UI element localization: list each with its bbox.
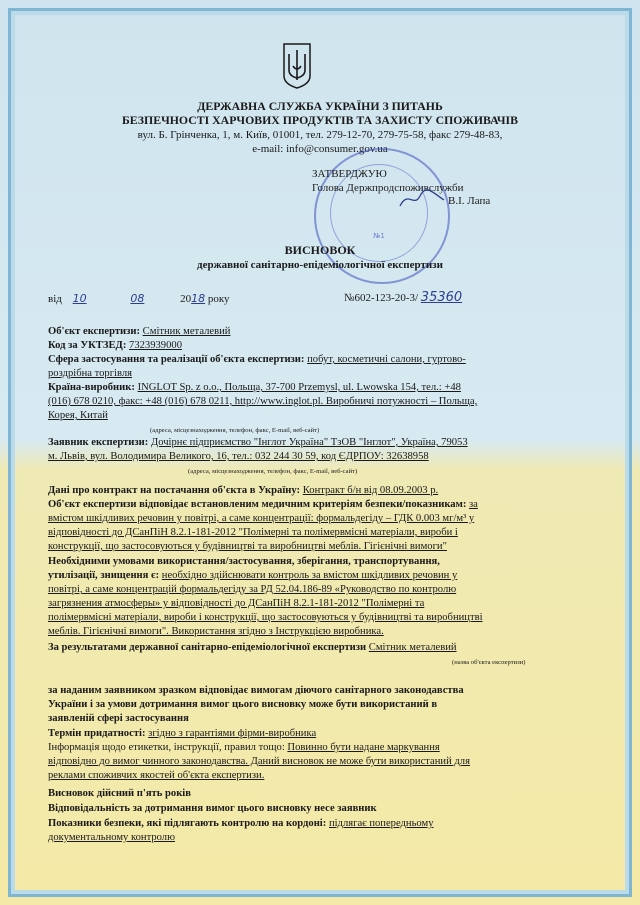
border-control-row-2: документальному контролю: [48, 832, 175, 843]
header-line-2: БЕЗПЕЧНОСТІ ХАРЧОВИХ ПРОДУКТІВ ТА ЗАХИСТУ СПОЖИВАЧІВ: [122, 113, 518, 127]
info-row-3: реклами споживчих якостей об'єкта експертизи.: [48, 770, 265, 781]
applicant-row: Заявник експертизи: Дочірнє підприємство "Інглот Україна" ТзОВ "Інглот", Україна, 79053: [48, 437, 468, 448]
result-row: За результатами державної санітарно-епідеміологічної експертизи Смітник металевий: [48, 642, 457, 653]
conditions-row-4: загрязнения атмосферы» у відповідності до ДСанПіН 8.2.1-181-2012 "Полімерні та: [48, 598, 425, 609]
date-year-suffix: 18: [191, 292, 206, 305]
header-address: вул. Б. Грінченка, 1, м. Київ, 01001, тел. 279-12-70, 279-75-58, факс 279-48-83,: [137, 129, 503, 141]
conditions-row-3: повітрі, а саме концентрацій формальдегіду за РД 52.04.186-89 «Руководство по контролю: [48, 584, 457, 595]
producer-caption: (адреса, місцезнаходження, телефон, факс, E-mail, веб-сайт): [150, 427, 320, 434]
code-value: 7323939000: [129, 340, 182, 351]
trident-emblem-icon: [282, 42, 312, 90]
criteria-row: Об'єкт експертизи відповідає встановленим медичним критеріям безпеки/показникам: за: [48, 499, 478, 510]
stamp-number: №1: [373, 232, 385, 240]
result-row-2: за наданим заявником зразком відповідає вимогам діючого санітарного законодавства: [48, 685, 464, 696]
object-value: Смітник металевий: [142, 326, 231, 337]
doc-number-prefix: №602-123-20-3/: [344, 292, 419, 304]
date-day: 10: [72, 292, 87, 305]
conditions-row-2: утилізації, знищення є: необхідно здійснювати контроль за вмістом шкідливих речовин у: [48, 570, 458, 581]
responsibility-row: Відповідальність за дотримання вимог цього висновку несе заявник: [48, 803, 377, 814]
conditions-row-6: меблів. Гігієнічні вимоги". Використання згідно з Інструкцією виробника.: [48, 626, 384, 637]
applicant-row-2: м. Львів, вул. Володимира Великого, 16, тел.: 032 244 30 59, код ЄДРПОУ: 32638958: [48, 451, 429, 462]
info-row-2: відповідно до вимог чинного законодавства. Даний висновок не може бути використаний для: [48, 756, 470, 767]
date-year-prefix: 20: [180, 293, 192, 305]
scope-row: Сфера застосування та реалізації об'єкта експертизи: побут, косметичні салони, гуртово-: [48, 354, 466, 365]
result-object: Смітник металевий: [368, 642, 457, 653]
conditions-row: Необхідними умовами використання/застосування, зберігання, транспортування,: [48, 556, 440, 567]
doc-number-hand: 35360: [420, 290, 463, 305]
result-caption: (назва об'єкта експертизи): [452, 659, 526, 666]
border-control-row: Показники безпеки, які підлягають контролю на кордоні: підлягає попередньому: [48, 818, 434, 829]
producer-row-2: (016) 678 0210, факс: +48 (016) 678 0211, http://www.inglot.pl. Виробничі потужності – Польща,: [48, 396, 478, 407]
header-email: e-mail: info@consumer.gov.ua: [252, 143, 388, 155]
info-row: Інформація щодо етикетки, інструкції, правил тощо: Повинно бути надане маркування: [48, 742, 440, 753]
validity-row: Висновок дійсний п'ять років: [48, 788, 191, 799]
result-row-3: України і за умови дотримання вимог цього висновку може бути використаний в: [48, 699, 438, 710]
object-row: Об'єкт експертизи: Смітник металевий: [48, 326, 231, 337]
criteria-row-2: вмістом шкідливих речовин у повітрі, а саме концентрації: формальдегіду – ГДК 0.003 мг/м³ у: [48, 513, 475, 524]
approval-position: Голова Держпродспоживслужби: [312, 182, 464, 194]
doc-date-row: [48, 292, 230, 305]
approval-name: В.І. Лапа: [448, 195, 491, 207]
producer-row-3: Корея, Китай: [48, 410, 108, 421]
scope-row-2: роздрібна торгівля: [48, 368, 133, 379]
doc-number-row: [344, 290, 511, 305]
conditions-row-5: полімервмісні матеріали, вироби і конструкції, що застосовуються у будівництві та виробництві: [48, 612, 483, 623]
criteria-row-4: конструкції, що застосовуються у будівництві та виробництві меблів. Гігієнічні вимоги": [48, 541, 447, 552]
doc-subtitle: державної санітарно-епідеміологічної експертизи: [197, 259, 443, 271]
date-prefix: від: [48, 293, 62, 305]
criteria-row-3: відповідності до ДСанПіН 8.2.1-181-2012 "Полімерні та полімервмісні матеріали, вироби і: [48, 527, 458, 538]
approval-title: ЗАТВЕРДЖУЮ: [312, 168, 387, 180]
header-line-1: ДЕРЖАВНА СЛУЖБА УКРАЇНИ З ПИТАНЬ: [197, 99, 443, 113]
date-month: 08: [130, 292, 145, 305]
date-year-word: року: [207, 293, 230, 305]
result-row-4: заявленій сфері застосування: [48, 713, 189, 724]
shelf-life-row: Термін придатності: згідно з гарантіями фірми-виробника: [48, 728, 317, 739]
producer-row: Країна-виробник: INGLOT Sp. z o.o., Польща, 37-700 Przemysl, ul. Lwowska 154, тел.: +48: [48, 382, 461, 393]
code-row: Код за УКТЗЕД: 7323939000: [48, 340, 182, 351]
contract-row: Дані про контракт на постачання об'єкта в Україну: Контракт б/н від 08.09.2003 р.: [48, 485, 439, 496]
doc-title: ВИСНОВОК: [284, 243, 356, 257]
applicant-caption: (адреса, місцезнаходження, телефон, факс, E-mail, веб-сайт): [188, 468, 358, 475]
signature: [398, 188, 446, 210]
